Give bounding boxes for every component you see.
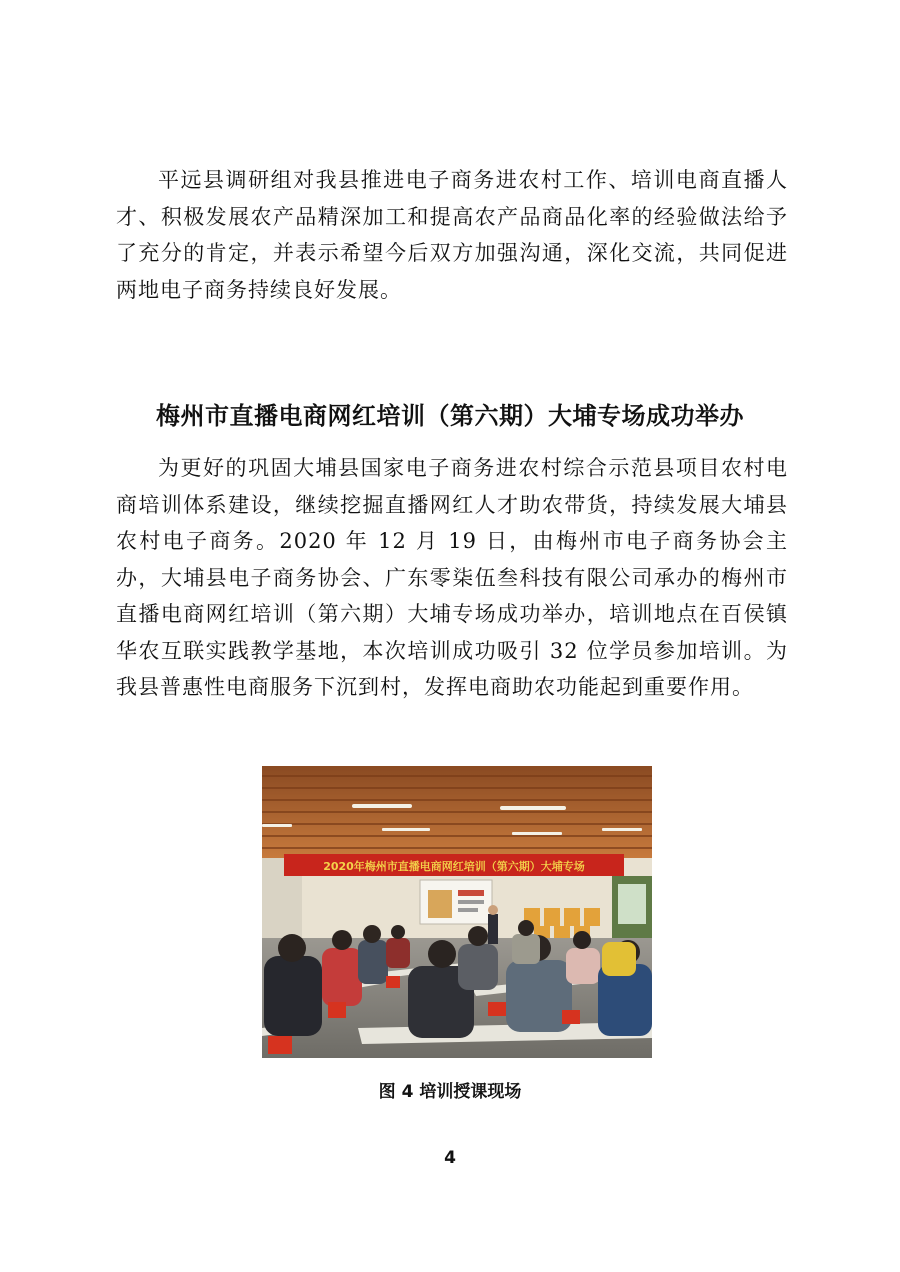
body-paragraph-2: 为更好的巩固大埔县国家电子商务进农村综合示范县项目农村电商培训体系建设，继续挖掘直播网红人才助农带货，持续发展大埔县农村电子商务。2020 年 12 月 19 日，由梅州市电子商务协会主办，大埔县电子商务协会、广东零柒伍叁科技有限公司承办的梅州市直播电商网红培训（第六期）大埔专场成功举办，培训地点在百侯镇华农互联实践教学基地，本次培训成功吸引 32 位学员参加培训。为我县普惠性电商服务下沉到村，发挥电商助农功能起到重要作用。 bbox=[116, 456, 788, 699]
body-paragraph-1: 平远县调研组对我县推进电子商务进农村工作、培训电商直播人才、积极发展农产品精深加工和提高农产品商品化率的经验做法给予了充分的肯定，并表示希望今后双方加强沟通，深化交流，共同促进两地电子商务持续良好发展。 bbox=[116, 168, 788, 302]
banner-text: 2020年梅州市直播电商网红培训（第六期）大埔专场 bbox=[323, 860, 585, 873]
classroom-scene-image bbox=[262, 766, 652, 1058]
training-photo bbox=[262, 766, 652, 1058]
figure-caption: 图 4 培训授课现场 bbox=[378, 1082, 522, 1102]
page-number: 4 bbox=[444, 1148, 456, 1168]
section-heading: 梅州市直播电商网红培训（第六期）大埔专场成功举办 bbox=[156, 402, 744, 430]
